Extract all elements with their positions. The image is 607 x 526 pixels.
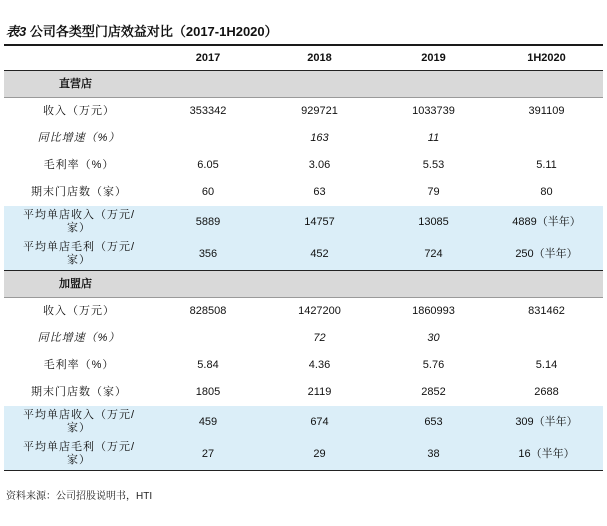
table-cell: 1427200	[298, 305, 341, 317]
table-cell: 452	[262, 238, 377, 271]
row-label: 收入（万元）	[43, 305, 115, 317]
table-row	[4, 298, 603, 326]
table-cell: 27	[154, 438, 262, 471]
store-efficiency-table	[4, 46, 603, 471]
table-row	[4, 152, 603, 179]
table-cell: 831462	[528, 305, 565, 317]
section-label: 直营店	[4, 71, 603, 98]
table-cell: 5889	[154, 206, 262, 238]
row-label-line2: 家）	[67, 222, 91, 234]
row-label	[4, 438, 154, 471]
table-row-highlight	[4, 406, 603, 438]
header-cell-2017: 2017	[154, 46, 262, 71]
table-cell: 309（半年）	[490, 406, 603, 438]
row-label: 毛利率（%）	[43, 359, 115, 371]
table-cell: 5.14	[535, 359, 558, 371]
table-cell: 5.84	[197, 359, 219, 371]
table-row	[4, 379, 603, 406]
table-cell: 2852	[421, 386, 446, 398]
table-cell: 929721	[301, 105, 338, 117]
row-label-line1: 平均单店毛利（万元/	[22, 441, 136, 453]
table-cell: 163	[310, 132, 329, 144]
table-cell: 674	[262, 406, 377, 438]
row-label-line2: 家）	[67, 254, 91, 266]
table-cell: 391109	[528, 105, 565, 117]
table-cell: 72	[313, 332, 326, 344]
table-cell: 356	[154, 238, 262, 271]
row-label: 毛利率（%）	[43, 159, 115, 171]
row-label-line2: 家）	[67, 454, 91, 466]
section-row-franchise	[4, 271, 603, 298]
table-cell: 80	[540, 186, 553, 198]
table-cell: 38	[377, 438, 490, 471]
table-cell: 828508	[189, 305, 227, 317]
row-label: 同比增速（%）	[37, 332, 121, 344]
table-row	[4, 352, 603, 379]
table-row-highlight	[4, 238, 603, 271]
row-label-line1: 平均单店收入（万元/	[22, 409, 136, 421]
table-cell	[154, 125, 262, 152]
table-cell: 30	[427, 332, 440, 344]
section-row-direct	[4, 71, 603, 98]
table-cell: 79	[427, 186, 440, 198]
table-row	[4, 325, 603, 352]
table-row-highlight	[4, 438, 603, 471]
table-cell: 3.06	[308, 159, 331, 171]
table-cell: 1033739	[412, 105, 455, 117]
table-cell	[490, 325, 603, 352]
table-cell: 724	[377, 238, 490, 271]
section-label: 加盟店	[4, 271, 603, 298]
header-cell-1h2020: 1H2020	[490, 46, 603, 71]
table-row-highlight	[4, 206, 603, 238]
row-label	[4, 406, 154, 438]
table-cell: 1805	[195, 386, 221, 398]
table-cell: 2119	[307, 386, 332, 398]
table-cell: 6.05	[197, 159, 219, 171]
table-cell: 2688	[534, 386, 559, 398]
table-cell: 11	[427, 132, 440, 144]
table-cell: 353342	[189, 105, 227, 117]
table-cell: 29	[262, 438, 377, 471]
table-title	[6, 20, 602, 44]
row-label-line1: 平均单店毛利（万元/	[22, 241, 136, 253]
table-cell: 16（半年）	[490, 438, 603, 471]
table-cell: 250（半年）	[490, 238, 603, 271]
row-label-line2: 家）	[67, 422, 91, 434]
row-label-line1: 平均单店收入（万元/	[22, 209, 136, 221]
row-label	[4, 206, 154, 238]
table-cell: 63	[313, 186, 326, 198]
table-cell	[154, 325, 262, 352]
header-cell-2019: 2019	[377, 46, 490, 71]
table-row	[4, 125, 603, 152]
source-note: 资料来源：公司招股说明书，HTI	[6, 491, 153, 502]
table-cell: 1860993	[412, 305, 455, 317]
row-label: 期末门店数（家）	[31, 186, 127, 198]
table-cell: 5.53	[422, 159, 445, 171]
row-label	[4, 238, 154, 271]
table-cell: 60	[201, 186, 215, 198]
table-title-text: 公司各类型门店效益对比（2017-1H2020）	[29, 24, 278, 39]
table-cell: 459	[154, 406, 262, 438]
row-label: 同比增速（%）	[37, 132, 121, 144]
table-cell	[490, 125, 603, 152]
table-cell: 5.11	[536, 159, 557, 171]
table-cell: 4.36	[308, 359, 331, 371]
header-cell-2018: 2018	[262, 46, 377, 71]
table-cell: 4889（半年）	[490, 206, 603, 238]
row-label: 收入（万元）	[43, 105, 115, 117]
row-label: 期末门店数（家）	[31, 386, 127, 398]
table-number: 表3	[6, 24, 27, 39]
header-row	[4, 46, 603, 71]
table-cell: 13085	[377, 206, 490, 238]
header-cell-blank	[4, 46, 154, 71]
table-cell: 653	[377, 406, 490, 438]
table-row	[4, 98, 603, 126]
table-cell: 14757	[262, 206, 377, 238]
table-cell: 5.76	[422, 359, 445, 371]
table-row	[4, 179, 603, 206]
